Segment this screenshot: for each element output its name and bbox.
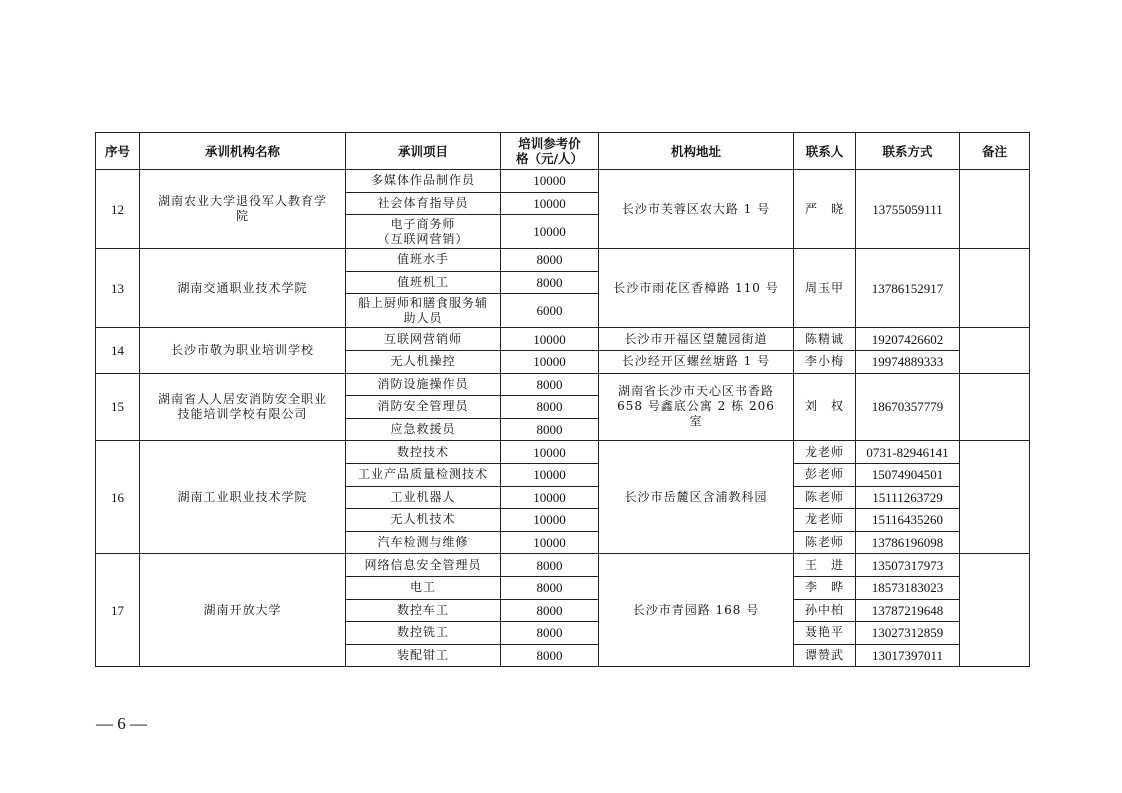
project-name: 数控车工 — [346, 599, 501, 622]
contact-person: 谭赞武 — [794, 644, 856, 667]
page-number: — 6 — — [96, 714, 147, 733]
phone-number: 13017397011 — [856, 644, 960, 667]
price: 8000 — [501, 599, 599, 622]
price: 8000 — [501, 644, 599, 667]
price: 10000 — [501, 215, 599, 249]
table-header-row — [96, 133, 1030, 170]
contact-person: 李 晔 — [794, 576, 856, 599]
row-number: 12 — [96, 170, 140, 249]
contact-person: 王 进 — [794, 554, 856, 577]
phone-number: 13786152917 — [856, 249, 960, 328]
phone-number: 15111263729 — [856, 486, 960, 509]
remarks-cell — [960, 249, 1030, 328]
price: 8000 — [501, 373, 599, 396]
phone-number: 13786196098 — [856, 531, 960, 554]
project-name: 社会体育指导员 — [346, 192, 501, 215]
contact-person: 孙中柏 — [794, 599, 856, 622]
price: 10000 — [501, 441, 599, 464]
remarks-cell — [960, 170, 1030, 249]
row-number: 17 — [96, 554, 140, 667]
project-name: 工业产品质量检测技术 — [346, 463, 501, 486]
price: 8000 — [501, 622, 599, 645]
price: 10000 — [501, 350, 599, 373]
project-name: 消防安全管理员 — [346, 396, 501, 419]
contact-person: 陈精诚 — [794, 328, 856, 351]
header-price: 培训参考价格（元/人） — [501, 133, 599, 170]
contact-person: 聂艳平 — [794, 622, 856, 645]
project-name: 电工 — [346, 576, 501, 599]
project-name: 网络信息安全管理员 — [346, 554, 501, 577]
row-number: 15 — [96, 373, 140, 441]
row-number: 16 — [96, 441, 140, 554]
phone-number: 13755059111 — [856, 170, 960, 249]
price: 8000 — [501, 554, 599, 577]
header-address: 机构地址 — [599, 133, 794, 170]
project-name: 电子商务师 （互联网营销） — [346, 215, 501, 249]
phone-number: 19207426602 — [856, 328, 960, 351]
price: 8000 — [501, 249, 599, 272]
header-contact: 联系人 — [794, 133, 856, 170]
remarks-cell — [960, 373, 1030, 441]
phone-number: 19974889333 — [856, 350, 960, 373]
price: 10000 — [501, 463, 599, 486]
header-phone: 联系方式 — [856, 133, 960, 170]
institution-name: 湖南农业大学退役军人教育学院 — [140, 170, 346, 249]
project-name: 应急救援员 — [346, 418, 501, 441]
price: 10000 — [501, 328, 599, 351]
price: 8000 — [501, 576, 599, 599]
project-name: 装配钳工 — [346, 644, 501, 667]
price: 10000 — [501, 192, 599, 215]
contact-person: 陈老师 — [794, 486, 856, 509]
price: 10000 — [501, 486, 599, 509]
contact-person: 李小梅 — [794, 350, 856, 373]
institution-name: 湖南交通职业技术学院 — [140, 249, 346, 328]
institution-name: 湖南工业职业技术学院 — [140, 441, 346, 554]
contact-person: 龙老师 — [794, 441, 856, 464]
contact-person: 陈老师 — [794, 531, 856, 554]
project-name: 值班水手 — [346, 249, 501, 272]
project-name: 船上厨师和膳食服务辅助人员 — [346, 294, 501, 328]
phone-number: 18573183023 — [856, 576, 960, 599]
contact-person: 刘 权 — [794, 373, 856, 441]
address: 长沙市青园路 168 号 — [599, 554, 794, 667]
price: 10000 — [501, 509, 599, 532]
project-name: 数控技术 — [346, 441, 501, 464]
header-project: 承训项目 — [346, 133, 501, 170]
table-body — [96, 170, 1030, 667]
contact-person: 彭老师 — [794, 463, 856, 486]
institution-name: 湖南省人人居安消防安全职业技能培训学校有限公司 — [140, 373, 346, 441]
header-no: 序号 — [96, 133, 140, 170]
project-name: 工业机器人 — [346, 486, 501, 509]
project-name: 汽车检测与维修 — [346, 531, 501, 554]
phone-number: 13507317973 — [856, 554, 960, 577]
institution-name: 长沙市敬为职业培训学校 — [140, 328, 346, 373]
row-number: 13 — [96, 249, 140, 328]
header-remarks: 备注 — [960, 133, 1030, 170]
remarks-cell — [960, 328, 1030, 373]
price: 8000 — [501, 396, 599, 419]
project-name: 互联网营销师 — [346, 328, 501, 351]
row-number: 14 — [96, 328, 140, 373]
address: 长沙市芙蓉区农大路 1 号 — [599, 170, 794, 249]
project-name: 消防设施操作员 — [346, 373, 501, 396]
training-institutions-table — [95, 132, 1030, 667]
address: 湖南省长沙市天心区书香路 658 号鑫底公寓 2 栋 206 室 — [599, 373, 794, 441]
project-name: 多媒体作品制作员 — [346, 170, 501, 193]
price: 10000 — [501, 170, 599, 193]
table-row — [96, 249, 1030, 272]
table-row — [96, 441, 1030, 464]
contact-person: 龙老师 — [794, 509, 856, 532]
contact-person: 周玉甲 — [794, 249, 856, 328]
phone-number: 13787219648 — [856, 599, 960, 622]
remarks-cell — [960, 554, 1030, 667]
contact-person: 严 晓 — [794, 170, 856, 249]
project-name: 数控铣工 — [346, 622, 501, 645]
table-row — [96, 554, 1030, 577]
phone-number: 13027312859 — [856, 622, 960, 645]
institution-name: 湖南开放大学 — [140, 554, 346, 667]
price: 10000 — [501, 531, 599, 554]
price: 6000 — [501, 294, 599, 328]
phone-number: 18670357779 — [856, 373, 960, 441]
remarks-cell — [960, 441, 1030, 554]
phone-number: 0731-82946141 — [856, 441, 960, 464]
table-row — [96, 328, 1030, 351]
header-org: 承训机构名称 — [140, 133, 346, 170]
table-row — [96, 170, 1030, 193]
table-row — [96, 373, 1030, 396]
project-name: 无人机操控 — [346, 350, 501, 373]
project-name: 值班机工 — [346, 271, 501, 294]
price: 8000 — [501, 271, 599, 294]
address: 长沙市雨花区香樟路 110 号 — [599, 249, 794, 328]
project-name: 无人机技术 — [346, 509, 501, 532]
address: 长沙经开区螺丝塘路 1 号 — [599, 350, 794, 373]
address: 长沙市开福区望麓园街道 — [599, 328, 794, 351]
price: 8000 — [501, 418, 599, 441]
phone-number: 15116435260 — [856, 509, 960, 532]
address: 长沙市岳麓区含浦教科园 — [599, 441, 794, 554]
phone-number: 15074904501 — [856, 463, 960, 486]
